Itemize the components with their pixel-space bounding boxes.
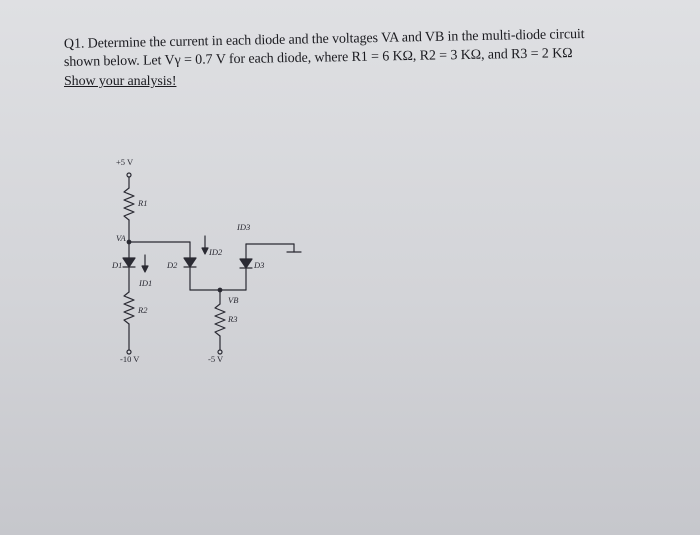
label-vb: VB	[228, 295, 239, 305]
diode-d1	[123, 258, 135, 267]
resistor-r3	[215, 304, 225, 336]
question-line-3: Show your analysis!	[64, 74, 177, 89]
label-id3: ID3	[237, 222, 251, 232]
label-id1: ID1	[139, 278, 153, 288]
arrowhead-id2	[202, 248, 208, 254]
label-d3: D3	[254, 260, 265, 270]
label-r1: R1	[138, 198, 148, 208]
arrowhead-id1	[142, 266, 148, 272]
label-d1: D1	[112, 260, 123, 270]
label-minus10v: -10 V	[120, 354, 140, 364]
diode-d3	[240, 259, 252, 268]
label-id2: ID2	[209, 247, 223, 257]
resistor-r2	[124, 292, 134, 324]
resistor-r1	[124, 188, 134, 220]
label-r2: R2	[138, 305, 148, 315]
diode-d2	[184, 258, 196, 267]
label-va: VA	[116, 233, 126, 243]
label-minus5v: -5 V	[208, 354, 224, 364]
label-d2: D2	[167, 260, 178, 270]
question-line-1: Q1. Determine the current in each diode and the voltages VA and VB in the multi-diode circuit	[63, 27, 585, 52]
label-plus5v: +5 V	[116, 157, 134, 167]
label-r3: R3	[228, 314, 238, 324]
question-line-2: shown below. Let Vγ = 0.7 V for each diode, where R1 = 6 KΩ, R2 = 3 KΩ, and R3 = 2 KΩ	[63, 46, 573, 70]
